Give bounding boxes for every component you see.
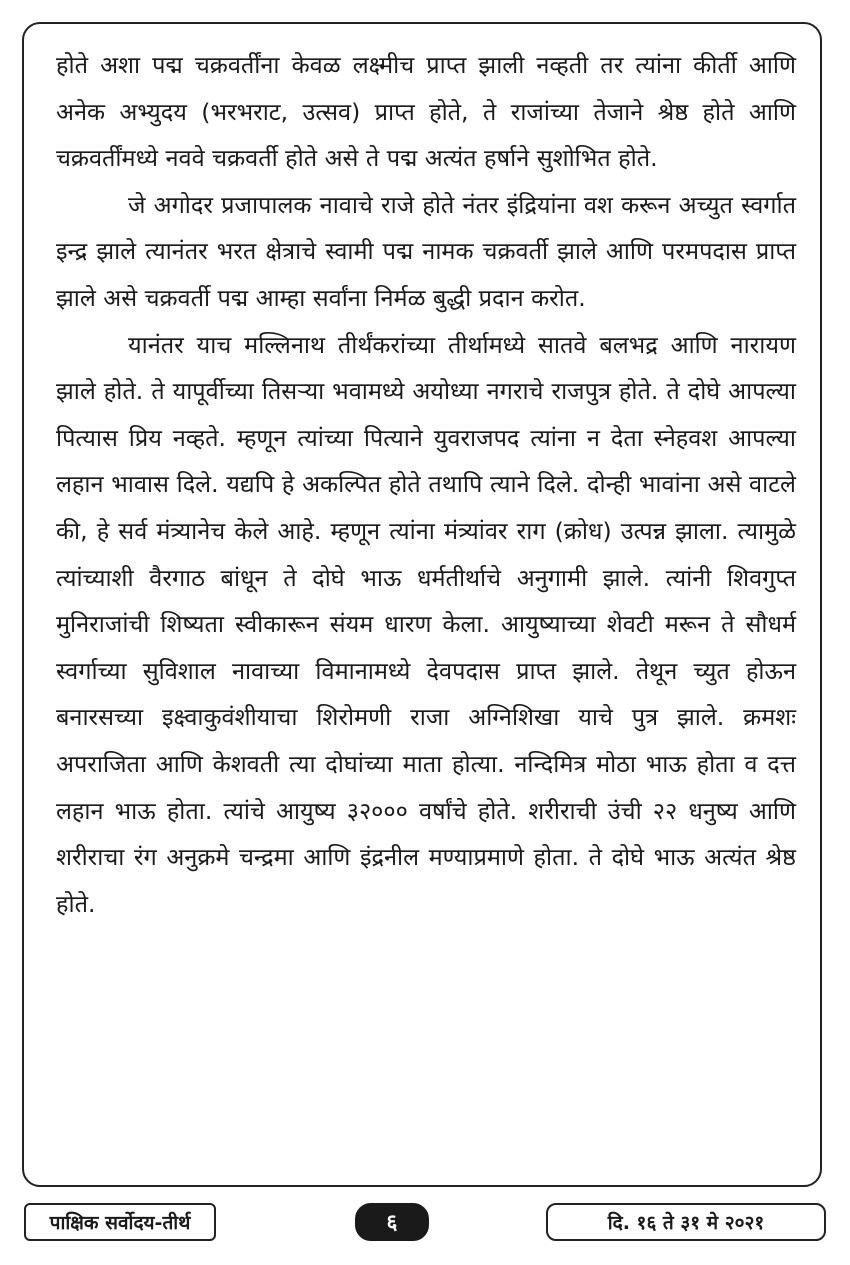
paragraph-2: जे अगोदर प्रजापालक नावाचे राजे होते नंतर इंद्रियांना वश करून अच्युत स्वर्गात इन्द्र झाले त्यानंतर भरत क्षेत्राचे स्वामी पद्म नामक चक्रवर्ती झाले आणि परमपदास प्राप्त झाले असे चक्रवर्ती पद्म आम्हा सर्वांना निर्मळ बुद्धी प्रदान करोत. xyxy=(56,190,796,312)
publication-name: पाक्षिक सर्वोदय-तीर्थ xyxy=(49,1212,191,1234)
issue-date-box xyxy=(546,1203,826,1241)
paragraph-1: होते अशा पद्म चक्रवर्तींना केवळ लक्ष्मीच प्राप्त झाली नव्हती तर त्यांना कीर्ती आणि अनेक अभ्युदय (भरभराट, उत्सव) प्राप्त होते, ते राजांच्या तेजाने श्रेष्ठ होते आणि चक्रवर्तींमध्ये नववे चक्रवर्ती होते असे ते पद्म अत्यंत हर्षाने सुशोभित होते. xyxy=(56,51,796,173)
paragraph-3: यानंतर याच मल्लिनाथ तीर्थंकरांच्या तीर्थामध्ये सातवे बलभद्र आणि नारायण झाले होते. ते यापूर्वीच्या तिसऱ्या भवामध्ये अयोध्या नगराचे राजपुत्र होते. ते दोघे आपल्या पित्यास प्रिय नव्हते. म्हणून त्यांच्या पित्याने युवराजपद त्यांना न देता स्नेहवश आपल्या लहान भावास दिले. यद्यपि हे अकल्पित होते तथापि त्याने दिले. दोन्ही भावांना असे वाटले की, हे सर्व मंत्र्यानेच केले आहे. म्हणून त्यांना मंत्र्यांवर राग (क्रोध) उत्पन्न झाला. त्यामुळे त्यांच्याशी वैरगाठ बांधून ते दोघे भाऊ धर्मतीर्थाचे अनुगामी झाले. त्यांनी शिवगुप्त मुनिराजांची शिष्यता स्वीकारून संयम धारण केला. आयुष्याच्या शेवटी मरून ते सौधर्म स्वर्गाच्या सुविशाल नावाच्या विमानामध्ये देवपदास प्राप्त झाले. तेथून च्युत होऊन बनारसच्या इक्ष्वाकुवंशीयाचा शिरोमणी राजा अग्निशिखा याचे पुत्र झाले. क्रमशः अपराजिता आणि केशवती त्या दोघांच्या माता होत्या. नन्दिमित्र मोठा भाऊ होता व दत्त लहान भाऊ होता. त्यांचे आयुष्य ३२००० वर्षांचे होते. शरीराची उंची २२ धनुष्य आणि शरीराचा रंग अनुक्रमे चन्द्रमा आणि इंद्रनील मण्याप्रमाणे होता. ते दोघे भाऊ अत्यंत श्रेष्ठ होते. xyxy=(56,330,796,918)
article-body xyxy=(56,42,796,927)
publication-name-box xyxy=(24,1203,216,1241)
issue-date: दि. १६ ते ३१ मे २०२१ xyxy=(607,1212,765,1234)
page-number: ६ xyxy=(386,1210,398,1234)
page-number-badge xyxy=(355,1203,429,1241)
